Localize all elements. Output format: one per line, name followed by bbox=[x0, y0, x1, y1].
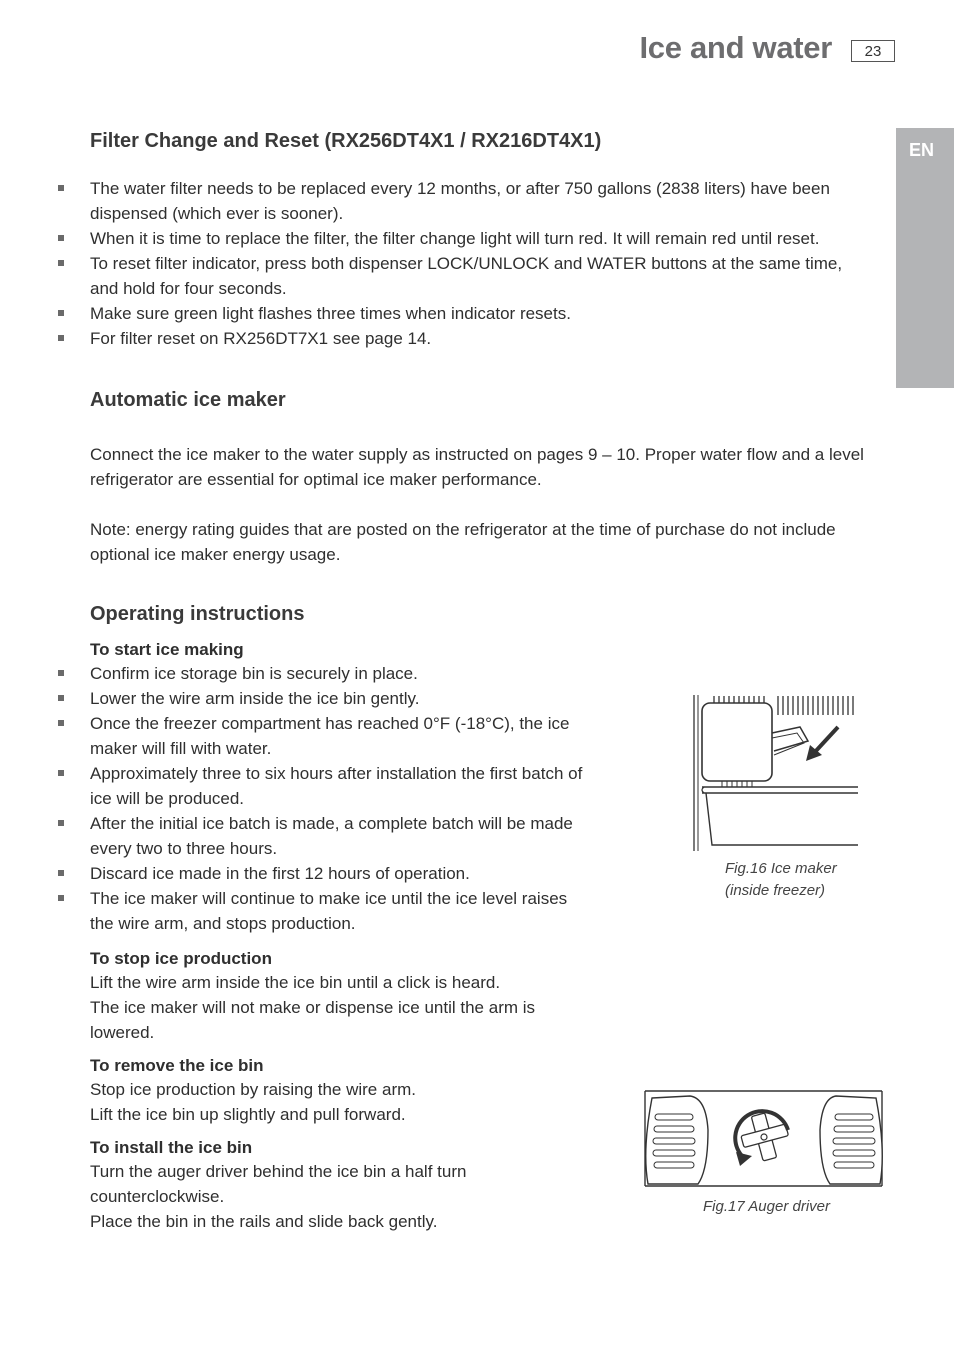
ice-maker-illustration bbox=[692, 693, 858, 853]
list-item: Discard ice made in the first 12 hours of operation. bbox=[90, 861, 590, 886]
list-item: The water filter needs to be replaced every 12 months, or after 750 gallons (2838 liters) have been dispensed (which ever is sooner). bbox=[90, 176, 870, 226]
page-number: 23 bbox=[851, 40, 895, 62]
install-line: Place the bin in the rails and slide back gently. bbox=[90, 1212, 438, 1231]
install-block bbox=[90, 1137, 530, 1234]
stop-line: Lift the wire arm inside the ice bin until a click is heard. bbox=[90, 973, 501, 992]
arrow-icon bbox=[806, 727, 838, 761]
remove-block bbox=[90, 1055, 590, 1127]
start-block bbox=[90, 639, 590, 936]
operating-heading: Operating instructions bbox=[90, 603, 305, 625]
right-bin-rail bbox=[820, 1096, 882, 1184]
start-subheading: To start ice making bbox=[90, 640, 244, 659]
auger-driver-illustration bbox=[640, 1090, 886, 1190]
list-item: The ice maker will continue to make ice until the ice level raises the wire arm, and stops production. bbox=[90, 886, 590, 936]
page-title: Ice and water bbox=[639, 30, 832, 65]
auger-driver-icon bbox=[735, 1111, 788, 1166]
list-item: When it is time to replace the filter, the filter change light will turn red. It will remain red until reset. bbox=[90, 226, 870, 251]
main-content bbox=[90, 124, 870, 1234]
list-item: For filter reset on RX256DT7X1 see page 14. bbox=[90, 326, 870, 351]
list-item: Lower the wire arm inside the ice bin gently. bbox=[90, 686, 590, 711]
list-item: To reset filter indicator, press both dispenser LOCK/UNLOCK and WATER buttons at the same time, and hold for four seconds. bbox=[90, 251, 870, 301]
remove-line: Lift the ice bin up slightly and pull forward. bbox=[90, 1105, 406, 1124]
language-tab bbox=[896, 128, 954, 388]
filter-bullet-list bbox=[90, 176, 870, 351]
filter-heading: Filter Change and Reset (RX256DT4X1 / RX216DT4X1) bbox=[90, 130, 602, 152]
stop-subheading: To stop ice production bbox=[90, 949, 272, 968]
left-bin-rail bbox=[646, 1096, 708, 1184]
wire-arm bbox=[772, 727, 808, 751]
list-item: Confirm ice storage bin is securely in place. bbox=[90, 661, 590, 686]
ice-maker-housing bbox=[702, 703, 772, 781]
list-item: Once the freezer compartment has reached 0°F (-18°C), the ice maker will fill with water. bbox=[90, 711, 590, 761]
fig16-caption bbox=[725, 858, 837, 902]
start-bullet-list bbox=[90, 661, 590, 936]
list-item: Approximately three to six hours after installation the first batch of ice will be produced. bbox=[90, 761, 590, 811]
install-subheading: To install the ice bin bbox=[90, 1138, 253, 1157]
fig16-caption-line: Fig.16 Ice maker bbox=[725, 860, 837, 877]
ice-bin bbox=[702, 787, 858, 845]
list-item: Make sure green light flashes three times when indicator resets. bbox=[90, 301, 870, 326]
remove-subheading: To remove the ice bin bbox=[90, 1056, 264, 1075]
stop-line: The ice maker will not make or dispense ice until the arm is lowered. bbox=[90, 998, 536, 1042]
stop-block bbox=[90, 948, 590, 1045]
language-tab-label: EN bbox=[909, 140, 935, 160]
energy-note-paragraph: Note: energy rating guides that are posted on the refrigerator at the time of purchase do not include optional ice maker energy usage. bbox=[90, 520, 836, 564]
ice-maker-heading: Automatic ice maker bbox=[90, 389, 286, 411]
list-item: After the initial ice batch is made, a complete batch will be made every two to three hours. bbox=[90, 811, 590, 861]
ice-maker-paragraph: Connect the ice maker to the water supply as instructed on pages 9 – 10. Proper water flow and a level refrigerator are essential for optimal ice maker performance. bbox=[90, 445, 864, 489]
install-line: Turn the auger driver behind the ice bin a half turn counterclockwise. bbox=[90, 1162, 467, 1206]
fig16-caption-line: (inside freezer) bbox=[725, 882, 826, 899]
remove-line: Stop ice production by raising the wire arm. bbox=[90, 1080, 416, 1099]
fig17-caption: Fig.17 Auger driver bbox=[703, 1198, 831, 1215]
